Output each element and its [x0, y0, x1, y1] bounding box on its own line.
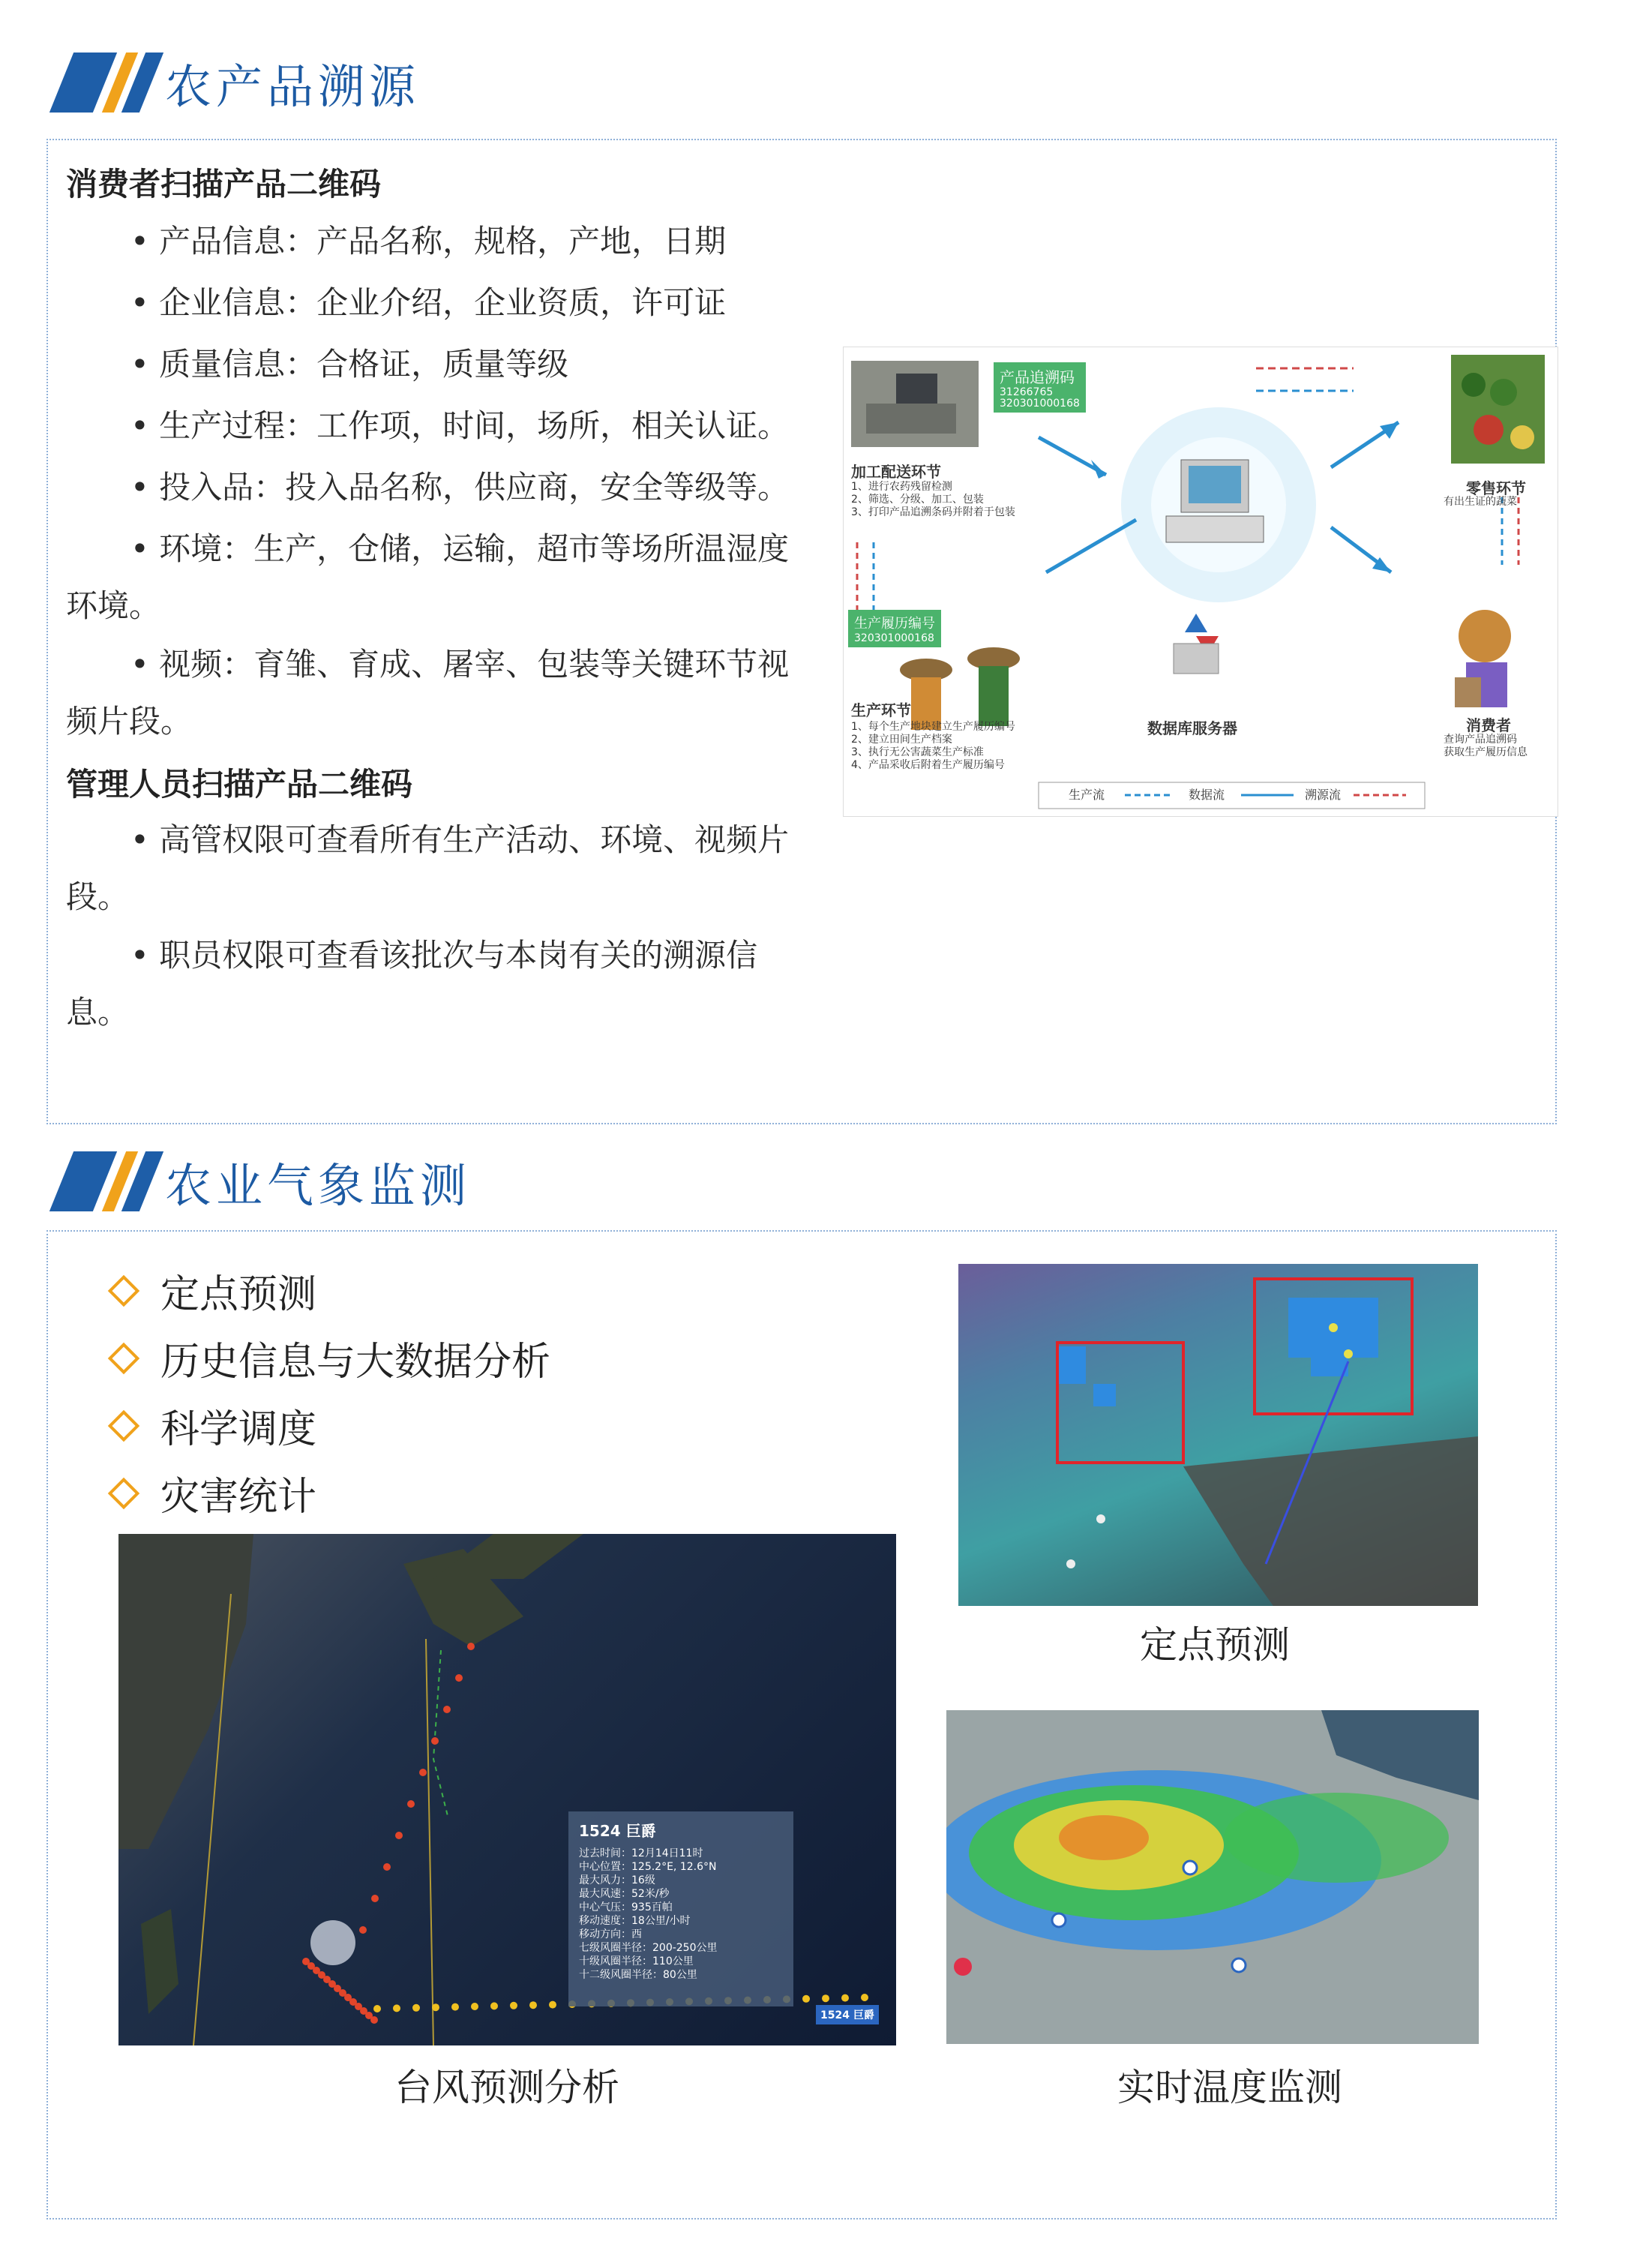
track-point [383, 1863, 391, 1871]
track-point [467, 1643, 475, 1650]
history-label: 生产履历编号 [854, 616, 935, 632]
consumer-item: • 质量信息：合格证，质量等级 [66, 336, 816, 393]
caption-temperature: 实时温度监测 [1117, 2066, 1342, 2109]
history-tag [848, 610, 941, 647]
typhoon-map [118, 1534, 896, 2045]
track-point [407, 1800, 415, 1808]
retail-sub: 有出生证的蔬菜 [1444, 496, 1517, 508]
typhoon-info-panel [568, 1811, 793, 2006]
bullet-item [112, 1330, 550, 1386]
track-point [419, 1769, 427, 1776]
typhoon-info-line: 最大风力：16级 [579, 1874, 655, 1886]
track-point [549, 2001, 556, 2009]
consumer-heading: 消费者扫描产品二维码 [66, 166, 382, 203]
consumer-title: 消费者 [1466, 716, 1511, 734]
section-title: 农产品溯源 [165, 59, 421, 114]
legend-data: 数据流 [1189, 788, 1225, 802]
bullet-label: 定点预测 [160, 1272, 317, 1317]
typhoon-info-line: 中心位置：125.2°E, 12.6°N [579, 1861, 717, 1873]
server-label: 数据库服务器 [1147, 719, 1237, 737]
consumer-sub: 查询产品追溯码 获取生产履历信息 [1444, 734, 1528, 758]
legend-production: 生产流 [1069, 788, 1105, 802]
consumer-item: • 企业信息：企业介绍，企业资质，许可证 [66, 275, 816, 332]
typhoon-info-line: 移动方向：西 [579, 1928, 642, 1940]
bullet-item [112, 1397, 316, 1454]
diamond-icon [108, 1477, 139, 1508]
track-point [431, 1737, 439, 1745]
trace-code-value: 31266765 320301000168 [1000, 386, 1080, 410]
typhoon-info-lines [579, 1847, 783, 1982]
consumer-item: • 产品信息：产品名称，规格，产地，日期 [66, 213, 816, 270]
consumer-item: • 生产过程：工作项，时间，场所，相关认证。 [66, 398, 816, 455]
track-point [490, 2002, 498, 2009]
trace-code-label: 产品追溯码 [1000, 368, 1075, 386]
consumer-item: • 环境：生产，仓储，运输，超市等场所温湿度环境。 [66, 521, 816, 635]
track-point [432, 2003, 439, 2011]
header-stripes-icon [45, 53, 157, 113]
track-point [395, 1832, 403, 1839]
retail-title: 零售环节 [1466, 479, 1526, 497]
typhoon-name: 1524 巨爵 [579, 1822, 656, 1840]
manager-item: • 高管权限可查看所有生产活动、环境、视频片段。 [66, 812, 816, 926]
diamond-icon [108, 1274, 139, 1306]
fixed-point-map [958, 1264, 1478, 1606]
legend-trace: 溯源流 [1305, 788, 1342, 802]
consumer-item: • 视频：育雏、育成、屠宰、包装等关键环节视频片段。 [66, 636, 816, 750]
bullet-label: 历史信息与大数据分析 [160, 1340, 551, 1385]
track-point [451, 2003, 459, 2011]
bullet-item [112, 1465, 316, 1521]
track-point [371, 1895, 379, 1902]
track-point [841, 1994, 849, 2002]
section-header-traceability [45, 49, 420, 116]
manager-item: • 职员权限可查看该批次与本岗有关的溯源信息。 [66, 927, 816, 1041]
typhoon-info-line: 十二级风圈半径：80公里 [579, 1969, 697, 1981]
track-point [370, 2016, 378, 2024]
diamond-icon [108, 1409, 139, 1441]
production-title: 生产环节 [851, 701, 911, 719]
track-point [529, 2001, 537, 2009]
track-point [393, 2004, 400, 2012]
track-point [510, 2002, 517, 2009]
typhoon-tag: 1524 巨爵 [816, 2005, 879, 2024]
typhoon-info-line: 移动速度：18公里/小时 [579, 1915, 691, 1927]
track-point [359, 1926, 367, 1934]
track-point [861, 1994, 868, 2001]
typhoon-info-line: 中心气压：935百帕 [579, 1901, 673, 1913]
section-header-weather [45, 1148, 471, 1215]
history-value: 320301000168 [854, 632, 934, 644]
traceability-diagram [843, 347, 1558, 817]
typhoon-info-line: 十级风圈半径：110公里 [579, 1955, 694, 1967]
production-steps: 1、每个生产地块建立生产履历编号 2、建立田间生产档案 3、执行无公害蔬菜生产标准 4、产品采收后附着生产履历编号 [851, 721, 1015, 771]
track-point [471, 2003, 478, 2010]
caption-typhoon: 台风预测分析 [394, 2066, 619, 2109]
consumer-item: • 投入品：投入品名称，供应商，安全等级等。 [66, 459, 816, 516]
bullet-label: 灾害统计 [160, 1475, 317, 1520]
processing-steps: 1、进行农药残留检测 2、筛选、分级、加工、包装 3、打印产品追溯条码并附着于包装 [851, 481, 1015, 518]
section-title: 农业气象监测 [165, 1157, 472, 1213]
typhoon-info-line: 过去时间：12月14日11时 [579, 1847, 703, 1859]
track-point [373, 2005, 381, 2012]
manager-heading: 管理人员扫描产品二维码 [66, 766, 413, 803]
diamond-icon [108, 1342, 139, 1373]
trace-code-tag [994, 362, 1086, 413]
caption-fixed-point: 定点预测 [1140, 1623, 1290, 1667]
track-point [443, 1706, 451, 1713]
typhoon-info-line: 七级风圈半径：200-250公里 [579, 1942, 718, 1954]
typhoon-info-line: 最大风速：52米/秒 [579, 1888, 670, 1900]
fixed-point-map-graphics [958, 1264, 1478, 1606]
header-stripes-icon [45, 1151, 157, 1211]
temperature-map [946, 1710, 1479, 2044]
bullet-label: 科学调度 [160, 1407, 317, 1452]
track-point [822, 1994, 829, 2002]
track-point [412, 2004, 420, 2012]
processing-title: 加工配送环节 [851, 463, 941, 481]
track-point [455, 1674, 463, 1682]
track-point [802, 1995, 810, 2003]
bullet-item [112, 1262, 316, 1319]
temperature-map-graphics [946, 1710, 1479, 2044]
